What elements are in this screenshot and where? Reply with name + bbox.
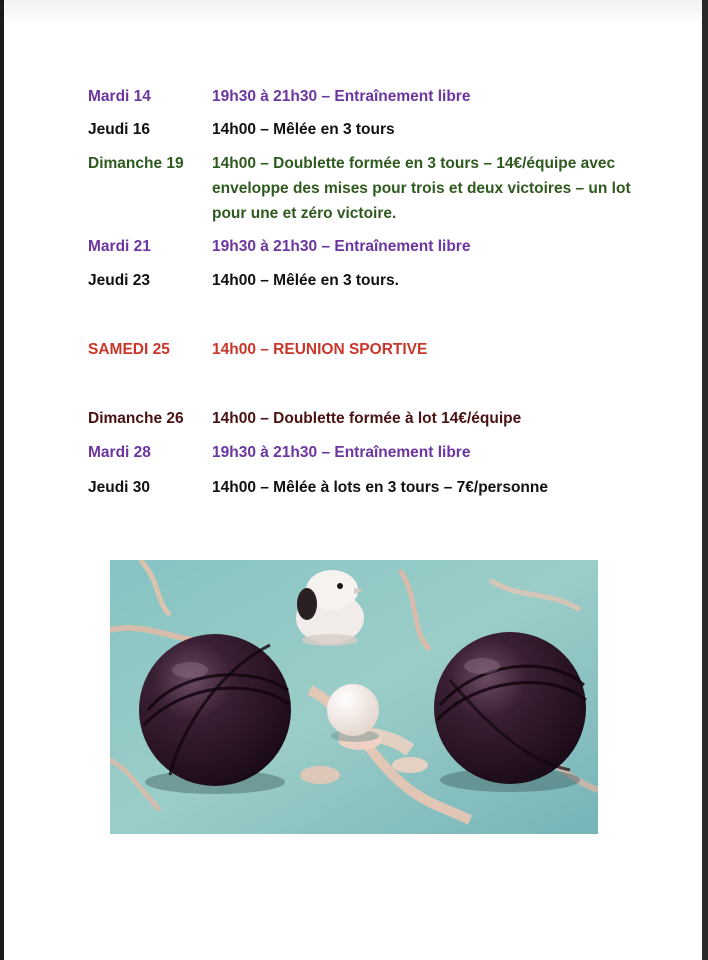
schedule-day: Jeudi 23: [88, 272, 151, 289]
schedule-day: SAMEDI 25: [88, 341, 170, 358]
page-edge-right: [702, 0, 708, 960]
schedule-row-mardi-28: [88, 440, 648, 465]
page-edge-left: [0, 0, 4, 960]
schedule-day: Jeudi 16: [88, 121, 151, 138]
schedule-day: Mardi 14: [88, 88, 151, 105]
schedule-description: 14h00 – Mêlée en 3 tours.: [212, 272, 399, 289]
schedule-description: 14h00 – Doublette formée en 3 tours – 14€/équipe avec enveloppe des mises pour trois et deux victoires – un lot pour une et zéro victoire.: [212, 155, 631, 222]
schedule-row-mardi-21: [88, 234, 648, 259]
schedule-day: Dimanche 26: [88, 410, 184, 427]
schedule-row-jeudi-30: [88, 475, 648, 500]
schedule-description: 14h00 – REUNION SPORTIVE: [212, 341, 428, 358]
schedule-day: Dimanche 19: [88, 155, 184, 172]
schedule-day: Mardi 28: [88, 444, 151, 461]
schedule-day: Mardi 21: [88, 238, 151, 255]
schedule-description: 19h30 à 21h30 – Entraînement libre: [212, 238, 471, 255]
schedule-row-jeudi-23: [88, 268, 648, 293]
schedule-description: 14h00 – Doublette formée à lot 14€/équipe: [212, 410, 522, 427]
schedule-row-dimanche-26: [88, 406, 648, 431]
petanque-photo: [110, 560, 598, 834]
schedule-list: [88, 84, 648, 500]
schedule-description: 19h30 à 21h30 – Entraînement libre: [212, 88, 471, 105]
jack-ball: [327, 684, 379, 742]
schedule-day: Jeudi 30: [88, 479, 151, 496]
schedule-row-samedi-25: [88, 337, 648, 362]
petanque-balls-illustration: [110, 560, 598, 834]
schedule-description: 19h30 à 21h30 – Entraînement libre: [212, 444, 471, 461]
schedule-row-jeudi-16: [88, 117, 648, 142]
schedule-row-mardi-14: [88, 84, 648, 109]
schedule-row-dimanche-19: [88, 151, 648, 226]
schedule-description: 14h00 – Mêlée en 3 tours: [212, 121, 395, 138]
top-bar: [4, 0, 702, 26]
schedule-description: 14h00 – Mêlée à lots en 3 tours – 7€/personne: [212, 479, 548, 496]
